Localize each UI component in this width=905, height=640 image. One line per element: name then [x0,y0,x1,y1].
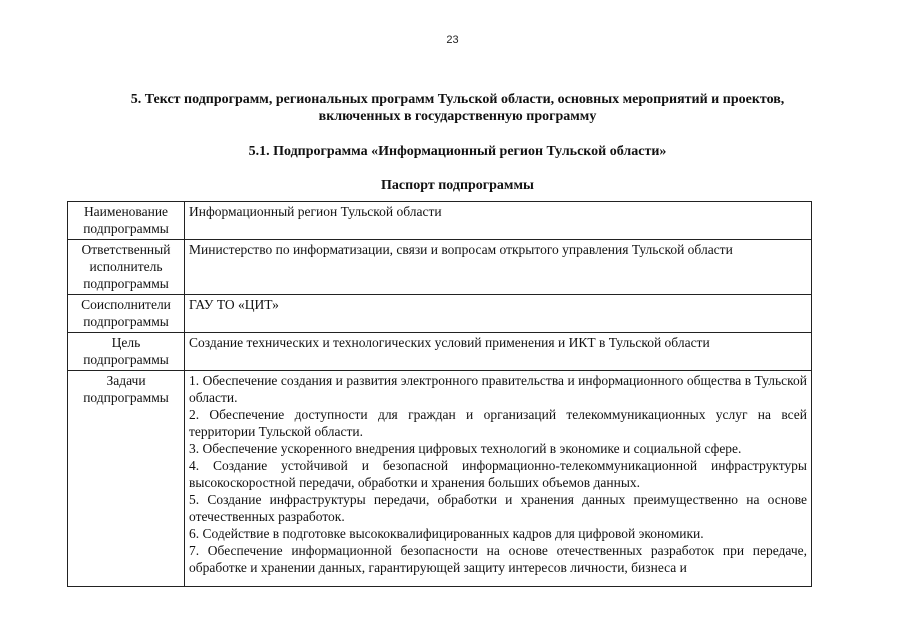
task-item: 1. Обеспечение создания и развития электронного правительства и информационного общества в Тульской области. [189,373,807,405]
section-heading: 5. Текст подпрограмм, региональных программ Тульской области, основных мероприятий и проектов, включенных в государственную программу [130,92,785,124]
page-number: 23 [446,34,459,46]
row-value: ГАУ ТО «ЦИТ» [185,295,812,333]
passport-table [67,201,812,587]
row-value: Министерство по информатизации, связи и вопросам открытого управления Тульской области [185,240,812,295]
subsection-heading: 5.1. Подпрограмма «Информационный регион Тульской области» [248,144,667,159]
row-label: Задачи подпрограммы [68,371,185,587]
row-value: Создание технических и технологических условий применения и ИКТ в Тульской области [185,333,812,371]
table-row [68,295,812,333]
row-label: Наименование подпрограммы [68,202,185,240]
task-item: 7. Обеспечение информационной безопасности на основе отечественных разработок при передаче, обработке и хранении данных, гарантирующей защиту интересов личности, бизнеса и [189,543,807,575]
table-row [68,202,812,240]
row-value: Информационный регион Тульской области [185,202,812,240]
task-item: 5. Создание инфраструктуры передачи, обработки и хранения данных преимущественно на основе отечественных разработок. [189,492,807,524]
table-row [68,371,812,587]
row-label: Соисполнители подпрограммы [68,295,185,333]
task-item: 6. Содействие в подготовке высококвалифицированных кадров для цифровой экономики. [189,526,704,541]
task-item: 4. Создание устойчивой и безопасной информационно-телекоммуникационной инфраструктуры высокоскоростной передачи, обработки и хранения больших объемов данных. [189,458,807,490]
row-label: Ответственный исполнитель подпрограммы [68,240,185,295]
table-row [68,333,812,371]
tasks-list [185,371,812,587]
row-label: Цель подпрограммы [68,333,185,371]
task-item: 2. Обеспечение доступности для граждан и организаций телекоммуникационных услуг на всей территории Тульской области. [189,407,807,439]
passport-title: Паспорт подпрограммы [381,178,534,193]
task-item: 3. Обеспечение ускоренного внедрения цифровых технологий в экономике и социальной сфере. [189,441,742,456]
table-row [68,240,812,295]
